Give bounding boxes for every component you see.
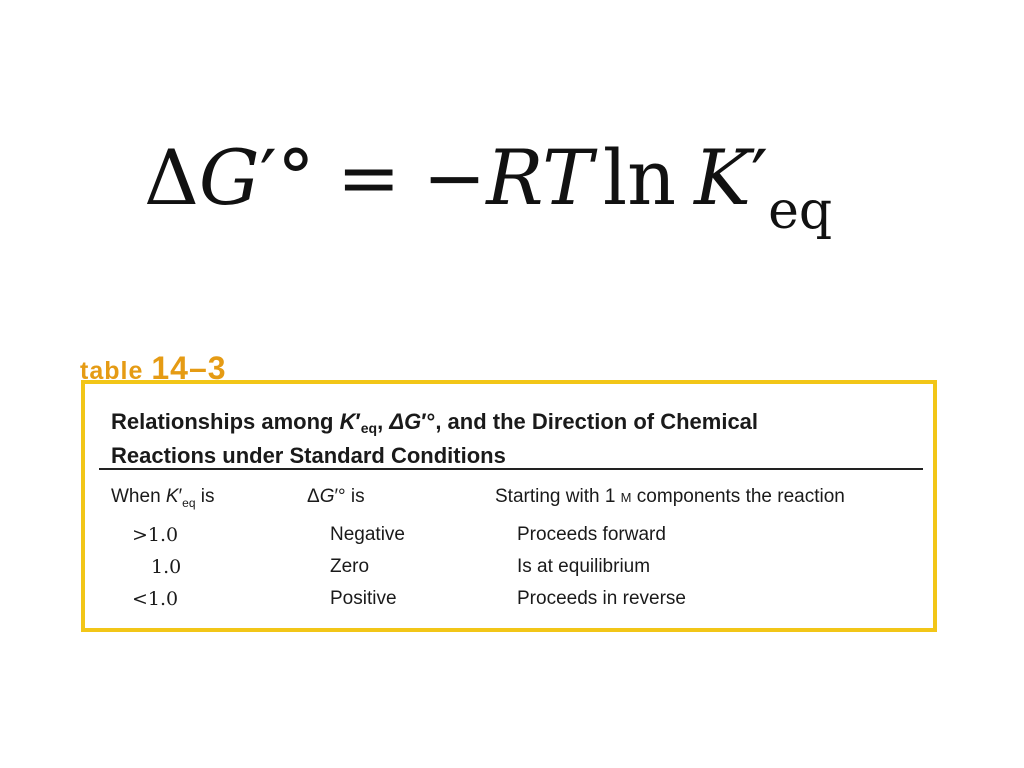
header-keq <box>111 486 215 510</box>
header-keq-post: is <box>195 486 215 507</box>
table-label-word: table <box>80 357 144 385</box>
header-keq-prime: ′ <box>178 486 183 507</box>
equation-k: K <box>694 133 751 222</box>
caption-k-sub: eq <box>360 420 378 436</box>
equation-g-marks: ′° <box>259 133 315 222</box>
cell-delta-g: Positive <box>330 588 397 609</box>
header-rule <box>99 468 923 470</box>
table-label-number: 14–3 <box>151 350 227 386</box>
equation-equals: = <box>336 133 401 222</box>
cell-delta-g: Negative <box>330 524 405 545</box>
header-delta-g-post: is <box>345 486 365 507</box>
equation-k-sub: eq <box>768 181 833 241</box>
equation-ln: ln <box>602 133 677 222</box>
cell-direction: Proceeds in reverse <box>517 588 686 609</box>
header-direction-post: components the reaction <box>631 486 845 507</box>
equation-delta: Δ <box>144 133 199 222</box>
caption-line-2: Reactions under Standard Conditions <box>111 443 506 468</box>
header-keq-k: K <box>165 486 179 507</box>
equation-g: G <box>198 133 260 222</box>
cell-direction: Is at equilibrium <box>517 556 651 577</box>
cell-keq: 1.0 <box>151 556 182 578</box>
caption-k: K <box>339 409 356 434</box>
cell-direction: Proceeds forward <box>517 524 666 545</box>
caption-delta-g: ΔG <box>389 409 422 434</box>
table-box <box>81 380 937 632</box>
cell-delta-g: Zero <box>330 556 370 577</box>
caption-line-1 <box>111 408 758 442</box>
caption-g-marks: ′° <box>421 409 436 434</box>
header-direction <box>495 486 845 508</box>
header-g-marks: ′° <box>334 486 346 507</box>
header-keq-sub: eq <box>182 496 196 510</box>
caption-pre: Relationships among <box>111 409 340 434</box>
table-caption <box>111 408 758 470</box>
cell-keq: <1.0 <box>132 588 179 610</box>
caption-k-prime: ′ <box>355 409 361 434</box>
equation-k-prime: ′ <box>750 133 769 222</box>
equation-minus-rt: −RT <box>422 133 593 222</box>
header-direction-pre: Starting with 1 <box>495 486 621 507</box>
header-delta: Δ <box>307 486 320 507</box>
header-delta-g <box>307 486 365 508</box>
cell-keq: >1.0 <box>132 524 179 546</box>
gibbs-equation <box>144 133 833 241</box>
header-g: G <box>319 486 335 507</box>
header-direction-unit: M <box>620 490 632 505</box>
header-keq-pre: When <box>111 486 166 507</box>
caption-post: , and the Direction of Chemical <box>435 409 759 434</box>
caption-sep: , <box>377 409 390 434</box>
